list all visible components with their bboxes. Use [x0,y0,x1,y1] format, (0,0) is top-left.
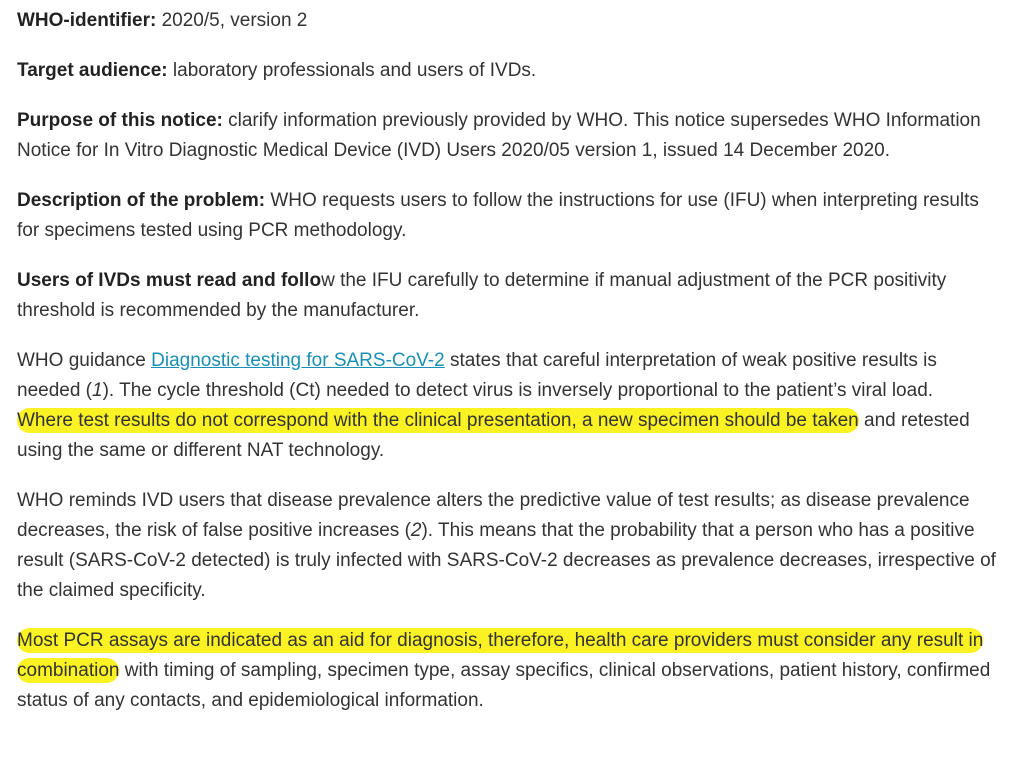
audience-paragraph [17,56,997,86]
identifier-paragraph [17,6,997,36]
purpose-label: Purpose of this notice: [17,110,223,131]
guidance-text-2: ). The cycle threshold (Ct) needed to detect virus is inversely proportional to the patient’s viral load. [102,380,934,401]
assays-rest-text: with timing of sampling, specimen type, assay specifics, clinical observations, patient history, confirmed status of any contacts, and epidemiological information. [17,660,991,711]
users-paragraph [17,266,997,326]
purpose-paragraph [17,106,997,166]
assays-paragraph [17,626,997,716]
identifier-label: WHO-identifier: [17,10,157,31]
reference-2: 2 [410,520,422,541]
notice-document [17,6,997,736]
prevalence-paragraph [17,486,997,606]
diagnostic-testing-link[interactable]: Diagnostic testing for SARS-CoV-2 [151,350,445,371]
highlight-new-specimen: Where test results do not correspond with the clinical presentation, a new specimen should be taken [17,410,859,431]
purpose-value: clarify information previously provided by WHO. This notice supersedes WHO Information Notice for In Vitro Diagnostic Medical Device (IVD) Users 2020/05 version 1, issued 14 December 2020. [17,110,981,161]
guidance-text-3: and retested using the same or different NAT technology. [17,410,970,461]
guidance-intro: WHO guidance [17,350,146,371]
prevalence-text-2: ). This means that the probability that a person who has a positive result (SARS-CoV-2 detected) is truly infected with SARS-CoV-2 decreases as prevalence decreases, irrespective of the claimed specificity. [17,520,996,601]
guidance-text-1: states that careful interpretation of weak positive results is needed ( [17,350,937,401]
identifier-value: 2020/5, version 2 [161,10,308,31]
audience-value: laboratory professionals and users of IVDs. [172,60,537,81]
audience-label: Target audience: [17,60,168,81]
problem-paragraph [17,186,997,246]
prevalence-text-1: WHO reminds IVD users that disease prevalence alters the predictive value of test results; as disease prevalence decreases, the risk of false positive increases ( [17,490,970,541]
guidance-paragraph [17,346,997,466]
highlight-pcr-assays: Most PCR assays are indicated as an aid for diagnosis, therefore, health care providers must consider any result in combination [17,630,984,681]
reference-1: 1 [92,380,103,401]
users-rest-text: w the IFU carefully to determine if manual adjustment of the PCR positivity threshold is recommended by the manufacturer. [17,270,947,321]
problem-value: WHO requests users to follow the instructions for use (IFU) when interpreting results for specimens tested using PCR methodology. [17,190,979,241]
users-bold-text: Users of IVDs must read and follo [17,270,322,291]
problem-label: Description of the problem: [17,190,266,211]
